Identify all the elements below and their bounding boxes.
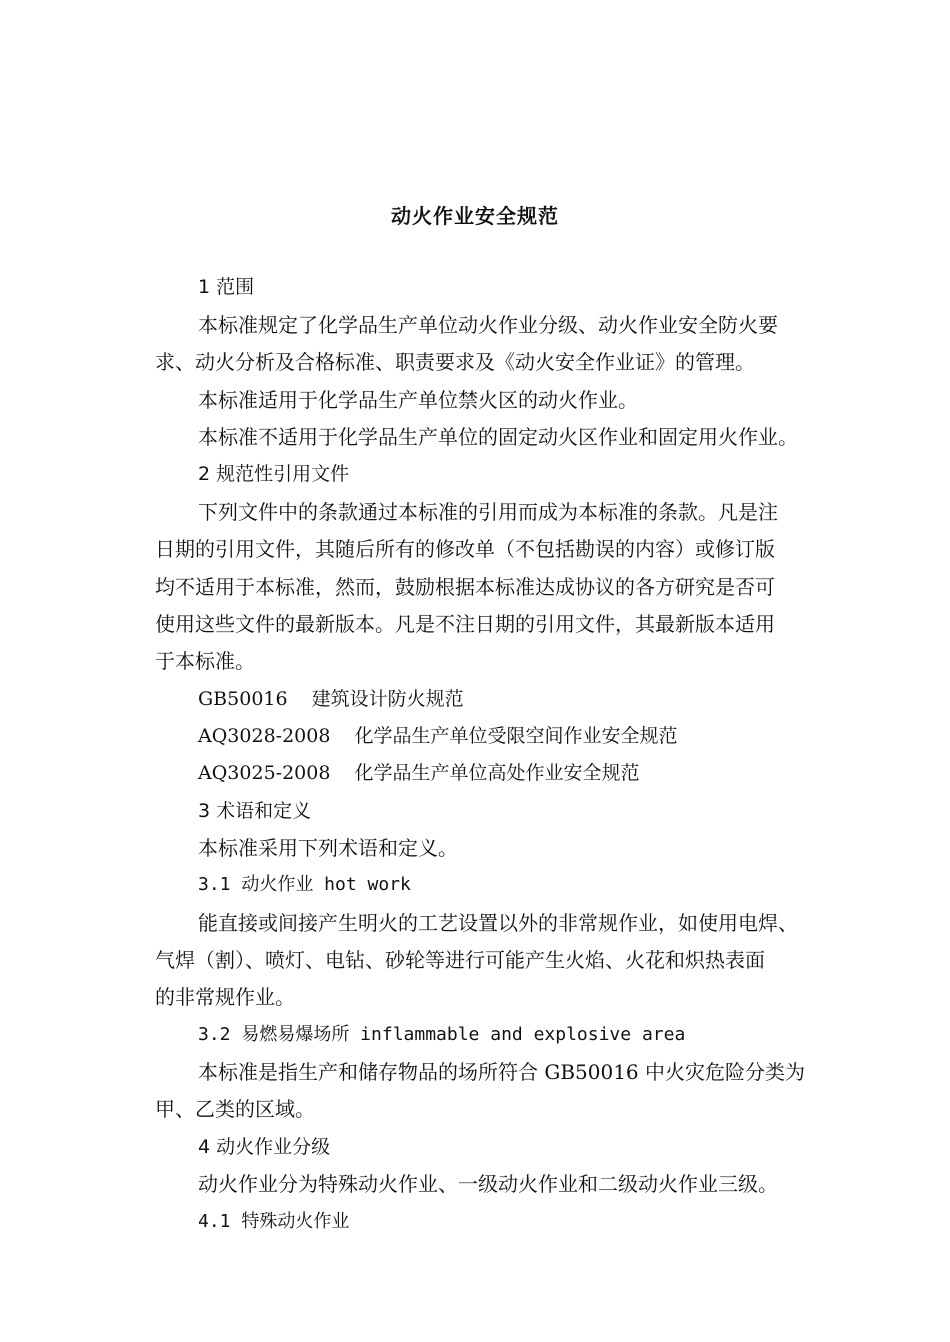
term-3-2-heading: 3.2 易燃易爆场所 inflammable and explosive area — [198, 1024, 686, 1045]
reference-title: 建筑设计防火规范 — [311, 688, 464, 710]
document-title: 动火作业安全规范 — [391, 204, 559, 228]
section-1-paragraph-3: 本标准不适用于化学品生产单位的固定动火区作业和固定用火作业。 — [198, 425, 798, 449]
section-3-intro: 本标准采用下列术语和定义。 — [198, 836, 458, 860]
reference-title: 化学品生产单位受限空间作业安全规范 — [354, 725, 678, 747]
section-2-paragraph-line-3: 均不适用于本标准，然而，鼓励根据本标准达成协议的各方研究是否可 — [155, 575, 775, 599]
term-3-1-definition-line-3: 的非常规作业。 — [155, 985, 295, 1009]
term-3-2-definition-line-2: 甲、乙类的区域。 — [155, 1097, 315, 1121]
term-3-1-definition-line-2: 气焊（割）、喷灯、电钻、砂轮等进行可能产生火焰、火花和炽热表面 — [155, 948, 765, 972]
section-2-paragraph-line-1: 下列文件中的条款通过本标准的引用而成为本标准的条款。凡是注 — [198, 500, 778, 524]
term-3-2-definition-line-1: 本标准是指生产和储存物品的场所符合 GB50016 中火灾危险分类为 — [198, 1060, 806, 1084]
reference-code: AQ3025-2008 — [198, 762, 331, 784]
reference-code: GB50016 — [198, 688, 288, 710]
section-1-paragraph-2: 本标准适用于化学品生产单位禁火区的动火作业。 — [198, 388, 638, 412]
reference-item — [198, 760, 639, 786]
reference-title: 化学品生产单位高处作业安全规范 — [354, 762, 640, 784]
section-2-paragraph-line-4: 使用这些文件的最新版本。凡是不注日期的引用文件，其最新版本适用 — [155, 612, 775, 636]
term-3-1-definition-line-1: 能直接或间接产生明火的工艺设置以外的非常规作业，如使用电焊、 — [198, 911, 798, 935]
term-3-1-heading: 3.1 动火作业 hot work — [198, 874, 411, 895]
section-1-paragraph-1-line-1: 本标准规定了化学品生产单位动火作业分级、动火作业安全防火要 — [198, 313, 778, 337]
section-1-paragraph-1-line-2: 求、动火分析及合格标准、职责要求及《动火安全作业证》的管理。 — [155, 350, 755, 374]
section-3-heading: 3 术语和定义 — [198, 800, 312, 822]
section-2-paragraph-line-5: 于本标准。 — [155, 649, 255, 673]
reference-item — [198, 686, 464, 712]
section-4-paragraph: 动火作业分为特殊动火作业、一级动火作业和二级动火作业三级。 — [198, 1172, 778, 1196]
section-2-paragraph-line-2: 日期的引用文件，其随后所有的修改单（不包括勘误的内容）或修订版 — [155, 537, 775, 561]
section-2-heading: 2 规范性引用文件 — [198, 463, 350, 485]
section-1-heading: 1 范围 — [198, 276, 255, 298]
subsection-4-1-heading: 4.1 特殊动火作业 — [198, 1211, 350, 1232]
reference-item — [198, 723, 677, 749]
reference-code: AQ3028-2008 — [198, 725, 331, 747]
section-4-heading: 4 动火作业分级 — [198, 1136, 331, 1158]
